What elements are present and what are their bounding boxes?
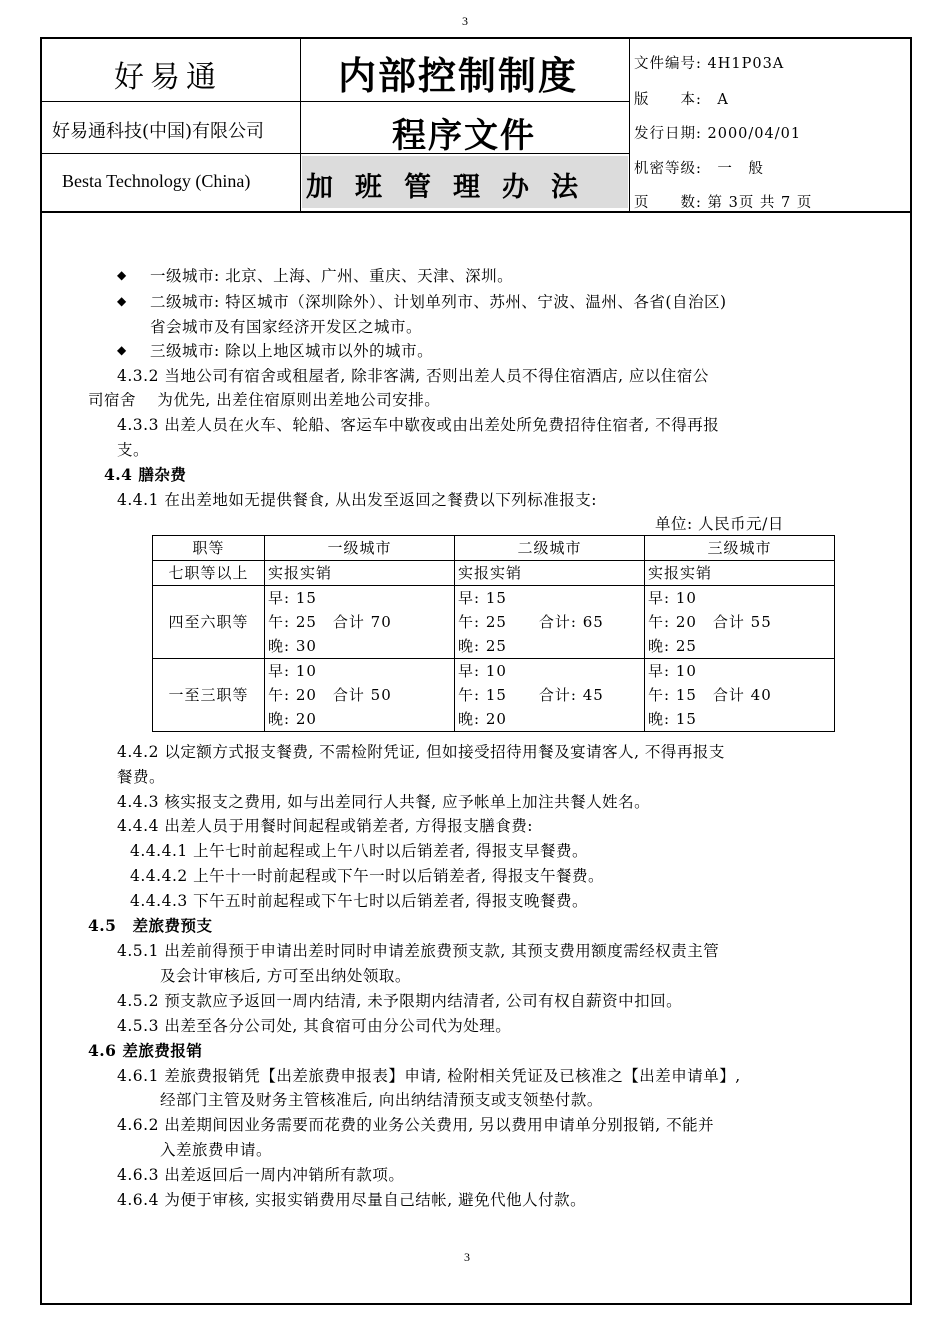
dinner-line: 晚: 30 <box>268 637 317 655</box>
clause-4-6-2: 4.6.2 出差期间因业务需要而花费的业务公关费用, 另以费用申请单分别报销, 不能并 <box>117 1116 715 1134</box>
clause-4-6-1: 4.6.1 差旅费报销凭【出差旅费申报表】申请, 检附相关凭证及已核准之【出差申请单】, <box>117 1067 741 1085</box>
clause-4-4-3: 4.4.3 核实报支之费用, 如与出差同行人共餐, 应予帐单上加注共餐人姓名。 <box>117 793 651 811</box>
amount-cell <box>265 659 455 732</box>
clause-4-3-3-cont: 支。 <box>117 441 150 459</box>
company-name-cn: 好易通科技(中国)有限公司 <box>52 121 265 142</box>
amount-cell: 实报实销 <box>455 561 645 586</box>
bullet-diamond-icon: ◆ <box>117 294 127 308</box>
column-header: 职等 <box>153 536 265 561</box>
column-header: 三级城市 <box>645 536 835 561</box>
breakfast-line: 早: 15 <box>458 589 507 607</box>
city-level-1: 一级城市: 北京、上海、广州、重庆、天津、深圳。 <box>150 267 514 285</box>
clause-4-3-2-cont: 司宿舍 为优先, 出差住宿原则出差地公司安排。 <box>88 391 441 409</box>
dinner-line: 晚: 25 <box>648 637 697 655</box>
breakfast-line: 早: 10 <box>648 589 697 607</box>
clause-4-4-4-3: 4.4.4.3 下午五时前起程或下午七时以后销差者, 得报支晚餐费。 <box>130 892 589 910</box>
security-level: 机密等级: 一 般 <box>634 161 764 177</box>
doc-type: 程序文件 <box>392 116 536 156</box>
lunch-total-line: 午: 25 合计 70 <box>268 613 392 631</box>
grade-cell: 一至三职等 <box>153 659 265 732</box>
clause-4-5-1-cont: 及会计审核后, 方可至出纳处领取。 <box>160 967 411 985</box>
clause-4-6-1-cont: 经部门主管及财务主管核准后, 向出纳结清预支或支领垫付款。 <box>160 1091 603 1109</box>
dinner-line: 晚: 25 <box>458 637 507 655</box>
amount-cell <box>645 659 835 732</box>
dinner-line: 晚: 15 <box>648 710 697 728</box>
clause-4-4-1: 4.4.1 在出差地如无提供餐食, 从出发至返回之餐费以下列标准报支: <box>117 491 597 509</box>
breakfast-line: 早: 10 <box>648 662 697 680</box>
city-level-2: 二级城市: 特区城市（深圳除外）、计划单列市、苏州、宁波、温州、各省(自治区) <box>150 293 727 311</box>
lunch-total-line: 午: 15 合计 40 <box>648 686 772 704</box>
breakfast-line: 早: 10 <box>268 662 317 680</box>
subject-title: 加班管理办法 <box>306 172 600 203</box>
clause-4-3-2: 4.3.2 当地公司有宿舍或租屋者, 除非客满, 否则出差人员不得住宿酒店, 应以住宿公 <box>117 367 709 385</box>
clause-4-6-4: 4.6.4 为便于审核, 实报实销费用尽量自己结帐, 避免代他人付款。 <box>117 1191 587 1209</box>
issue-date: 发行日期: 2000/04/01 <box>634 126 802 142</box>
doc-version: 版 本: A <box>634 92 729 108</box>
amount-cell <box>645 586 835 659</box>
brand-name: 好易通 <box>114 60 222 95</box>
clause-4-5-2: 4.5.2 预支款应予返回一周内结清, 未予限期内结清者, 公司有权自薪资中扣回。 <box>117 992 683 1010</box>
clause-4-3-3: 4.3.3 出差人员在火车、轮船、客运车中歇夜或由出差处所免费招待住宿者, 不得再报 <box>117 416 720 434</box>
table-row <box>153 561 835 586</box>
top-page-mark: 3 <box>462 14 468 28</box>
page-title: 内部控制制度 <box>338 53 579 98</box>
city-level-2-cont: 省会城市及有国家经济开发区之城市。 <box>150 318 423 336</box>
section-4-5-heading: 4.5 差旅费预支 <box>88 916 213 935</box>
section-4-6-heading: 4.6 差旅费报销 <box>88 1041 203 1060</box>
lunch-total-line: 午: 20 合计 50 <box>268 686 392 704</box>
grade-cell: 七职等以上 <box>153 561 265 586</box>
amount-cell: 实报实销 <box>645 561 835 586</box>
doc-number: 文件编号: 4H1P03A <box>634 56 785 72</box>
meal-allowance-table <box>152 535 835 732</box>
clause-4-5-1: 4.5.1 出差前得预于申请出差时同时申请差旅费预支款, 其预支费用额度需经权责主管 <box>117 942 720 960</box>
page-number: 3 <box>464 1250 470 1264</box>
clause-4-4-4-1: 4.4.4.1 上午七时前起程或上午八时以后销差者, 得报支早餐费。 <box>130 842 589 860</box>
amount-cell <box>455 586 645 659</box>
amount-cell <box>455 659 645 732</box>
lunch-total-line: 午: 20 合计 55 <box>648 613 772 631</box>
section-4-4-heading: 4.4 膳杂费 <box>104 465 187 484</box>
table-row <box>153 586 835 659</box>
amount-cell <box>265 586 455 659</box>
clause-4-4-2: 4.4.2 以定额方式报支餐费, 不需检附凭证, 但如接受招待用餐及宴请客人, 不得再报支 <box>117 743 725 761</box>
dinner-line: 晚: 20 <box>458 710 507 728</box>
clause-4-5-3: 4.5.3 出差至各分公司处, 其食宿可由分公司代为处理。 <box>117 1017 512 1035</box>
page-count: 页 数: 第 3页 共 7 页 <box>634 195 813 211</box>
city-level-3: 三级城市: 除以上地区城市以外的城市。 <box>150 342 434 360</box>
dinner-line: 晚: 20 <box>268 710 317 728</box>
currency-unit: 单位: 人民币元/日 <box>655 515 784 533</box>
breakfast-line: 早: 15 <box>268 589 317 607</box>
bullet-diamond-icon: ◆ <box>117 343 127 357</box>
clause-4-4-2-cont: 餐费。 <box>117 768 166 786</box>
amount-cell: 实报实销 <box>265 561 455 586</box>
lunch-total-line: 午: 25 合计: 65 <box>458 613 604 631</box>
column-header: 一级城市 <box>265 536 455 561</box>
clause-4-4-4-2: 4.4.4.2 上午十一时前起程或下午一时以后销差者, 得报支午餐费。 <box>130 867 605 885</box>
breakfast-line: 早: 10 <box>458 662 507 680</box>
clause-4-4-4: 4.4.4 出差人员于用餐时间起程或销差者, 方得报支膳食费: <box>117 817 533 835</box>
column-header: 二级城市 <box>455 536 645 561</box>
clause-4-6-3: 4.6.3 出差返回后一周内冲销所有款项。 <box>117 1166 405 1184</box>
table-row <box>153 659 835 732</box>
company-name-en: Besta Technology (China) <box>62 171 251 191</box>
grade-cell: 四至六职等 <box>153 586 265 659</box>
clause-4-6-2-cont: 入差旅费申请。 <box>160 1141 273 1159</box>
table-header-row <box>153 536 835 561</box>
lunch-total-line: 午: 15 合计: 45 <box>458 686 604 704</box>
bullet-diamond-icon: ◆ <box>117 268 127 282</box>
